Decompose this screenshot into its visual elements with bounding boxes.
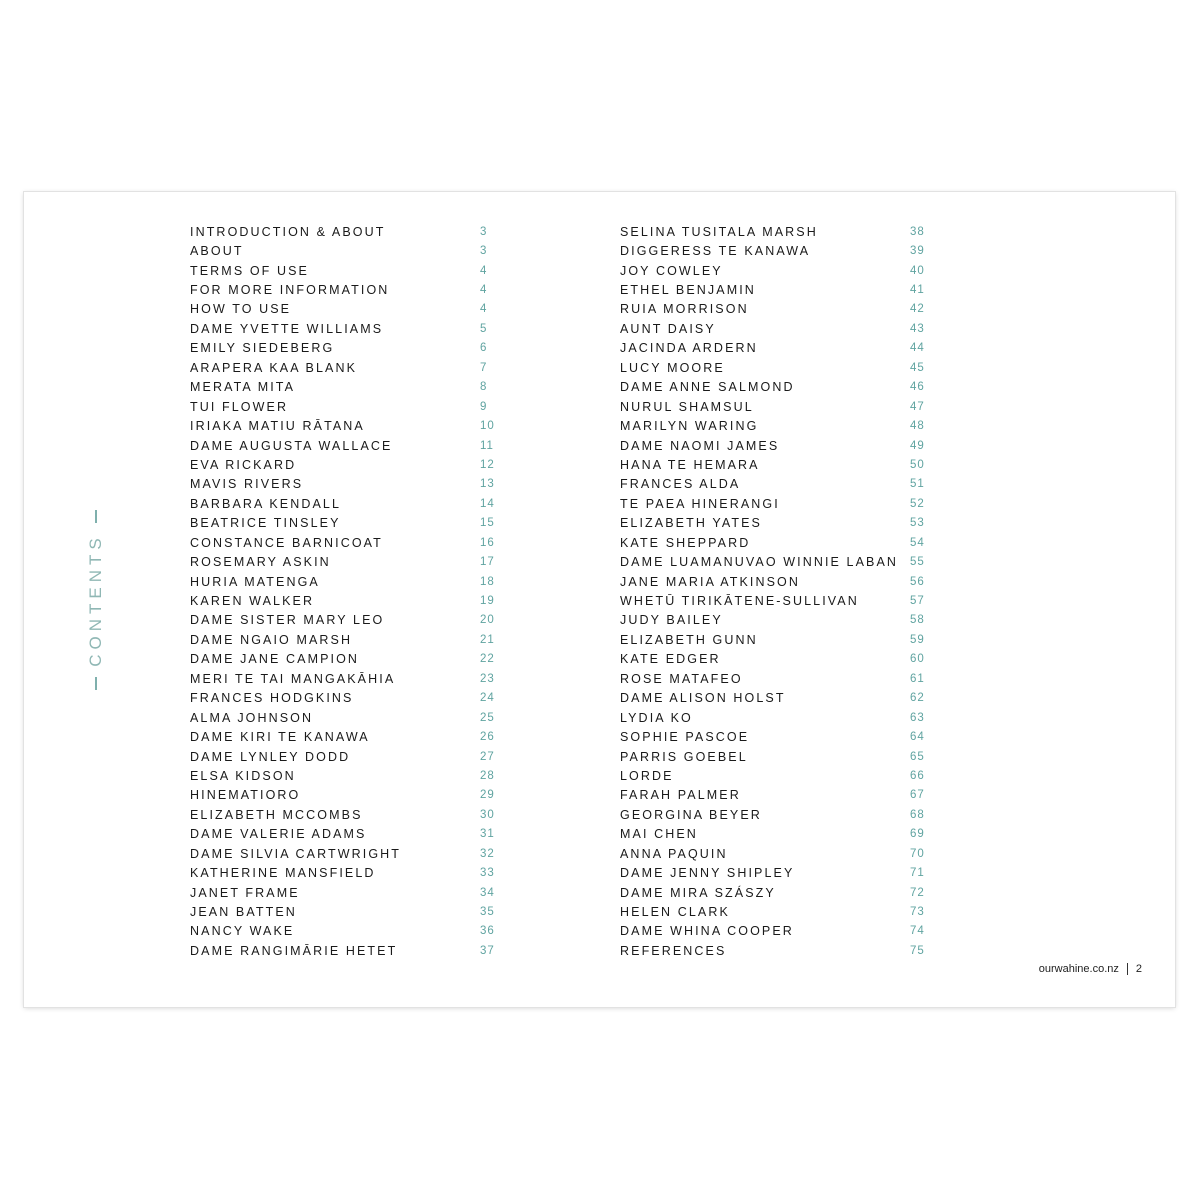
- toc-entry[interactable]: [190, 669, 502, 688]
- toc-entry-page: 42: [910, 303, 925, 316]
- label-dash-left: [95, 677, 97, 690]
- toc-entry[interactable]: [190, 261, 502, 280]
- toc-entry[interactable]: [190, 552, 502, 571]
- toc-entry-title: EVA RICKARD: [190, 457, 297, 472]
- toc-entry-title: DAME SILVIA CARTWRIGHT: [190, 846, 402, 861]
- toc-entry-title: EMILY SIEDEBERG: [190, 341, 335, 356]
- toc-entry-page: 27: [480, 750, 495, 763]
- toc-entry-title: BARBARA KENDALL: [190, 496, 341, 511]
- toc-entry[interactable]: [190, 766, 502, 785]
- toc-entry[interactable]: [190, 902, 502, 921]
- toc-entry-title: MAI CHEN: [620, 827, 698, 842]
- toc-entry-title: JOY COWLEY: [620, 263, 723, 278]
- toc-entry-title: TERMS OF USE: [190, 263, 309, 278]
- toc-entry-title: LUCY MOORE: [620, 360, 725, 375]
- toc-entry-page: 67: [910, 789, 925, 802]
- toc-entry[interactable]: [620, 747, 932, 766]
- toc-entry-title: DAME YVETTE WILLIAMS: [190, 321, 384, 336]
- toc-entry-page: 36: [480, 925, 495, 938]
- toc-entry[interactable]: [620, 300, 932, 319]
- toc-entry-title: DAME ALISON HOLST: [620, 691, 786, 706]
- toc-entry-title: HURIA MATENGA: [190, 574, 320, 589]
- toc-entry-title: MERI TE TAI MANGAKĀHIA: [190, 671, 396, 686]
- toc-entry-title: HINEMATIORO: [190, 788, 301, 803]
- toc-entry-title: AUNT DAISY: [620, 321, 716, 336]
- toc-entry-title: SELINA TUSITALA MARSH: [620, 224, 818, 239]
- toc-entry[interactable]: [620, 494, 932, 513]
- toc-entry[interactable]: [620, 650, 932, 669]
- toc-entry-title: DAME JANE CAMPION: [190, 652, 360, 667]
- toc-entry-page: 40: [910, 264, 925, 277]
- toc-entry[interactable]: [190, 844, 502, 863]
- toc-entry-page: 44: [910, 342, 925, 355]
- contents-heading: CONTENTS: [86, 533, 105, 667]
- toc-entry-title: DAME VALERIE ADAMS: [190, 827, 367, 842]
- toc-entry-page: 28: [480, 769, 495, 782]
- toc-entry-page: 10: [480, 420, 495, 433]
- toc-entry[interactable]: [190, 863, 502, 882]
- toc-entry-title: ELSA KIDSON: [190, 768, 296, 783]
- toc-entry-title: KATE EDGER: [620, 652, 721, 667]
- toc-entry-title: DAME LYNLEY DODD: [190, 749, 351, 764]
- toc-entry[interactable]: [190, 455, 502, 474]
- toc-entry-page: 49: [910, 439, 925, 452]
- toc-entry-title: DAME WHINA COOPER: [620, 924, 794, 939]
- toc-entry[interactable]: [190, 650, 502, 669]
- toc-entry-page: 3: [480, 225, 488, 238]
- toc-entry[interactable]: [620, 902, 932, 921]
- toc-entry[interactable]: [190, 339, 502, 358]
- toc-entry[interactable]: [620, 863, 932, 882]
- toc-entry-title: ELIZABETH MCCOMBS: [190, 807, 363, 822]
- toc-entry[interactable]: [620, 825, 932, 844]
- toc-entry-page: 64: [910, 731, 925, 744]
- toc-entry-title: LORDE: [620, 768, 674, 783]
- toc-entry-page: 51: [910, 478, 925, 491]
- toc-entry-page: 9: [480, 400, 488, 413]
- toc-entry-page: 47: [910, 400, 925, 413]
- toc-entry-title: CONSTANCE BARNICOAT: [190, 535, 383, 550]
- toc-entry-title: ABOUT: [190, 244, 244, 259]
- toc-entry-title: DAME ANNE SALMOND: [620, 380, 795, 395]
- toc-entry-page: 74: [910, 925, 925, 938]
- toc-entry-title: LYDIA KO: [620, 710, 693, 725]
- toc-entry[interactable]: [620, 533, 932, 552]
- toc-entry-page: 70: [910, 847, 925, 860]
- toc-entry-page: 73: [910, 906, 925, 919]
- toc-column-left: [190, 222, 502, 961]
- toc-entry-page: 11: [480, 439, 494, 452]
- toc-entry-page: 43: [910, 322, 925, 335]
- toc-entry-page: 4: [480, 303, 488, 316]
- toc-entry-title: FRANCES ALDA: [620, 477, 741, 492]
- toc-entry-page: 17: [480, 556, 495, 569]
- toc-entry-title: HANA TE HEMARA: [620, 457, 760, 472]
- footer-divider: [1127, 963, 1128, 975]
- toc-entry[interactable]: [620, 552, 932, 571]
- toc-entry-page: 39: [910, 245, 925, 258]
- toc-entry[interactable]: [620, 844, 932, 863]
- toc-entry-title: RUIA MORRISON: [620, 302, 749, 317]
- toc-entry-title: FRANCES HODGKINS: [190, 691, 354, 706]
- toc-entry[interactable]: [190, 630, 502, 649]
- toc-entry-page: 55: [910, 556, 925, 569]
- toc-entry[interactable]: [620, 416, 932, 435]
- toc-entry-title: DAME NAOMI JAMES: [620, 438, 780, 453]
- toc-entry-page: 16: [480, 536, 495, 549]
- toc-entry[interactable]: [190, 416, 502, 435]
- toc-entry-page: 75: [910, 944, 925, 957]
- toc-entry[interactable]: [620, 475, 932, 494]
- toc-entry-page: 7: [480, 361, 488, 374]
- toc-entry-page: 26: [480, 731, 495, 744]
- toc-entry-title: IRIAKA MATIU RĀTANA: [190, 419, 365, 434]
- toc-entry[interactable]: [620, 436, 932, 455]
- toc-entry[interactable]: [190, 494, 502, 513]
- toc-entry[interactable]: [620, 805, 932, 824]
- toc-entry[interactable]: [620, 669, 932, 688]
- toc-entry[interactable]: [620, 261, 932, 280]
- toc-entry-title: JANET FRAME: [190, 885, 300, 900]
- toc-entry-title: JUDY BAILEY: [620, 613, 723, 628]
- toc-entry-page: 35: [480, 906, 495, 919]
- toc-entry[interactable]: [620, 766, 932, 785]
- toc-entry[interactable]: [190, 689, 502, 708]
- toc-entry-page: 45: [910, 361, 925, 374]
- toc-entry[interactable]: [190, 280, 502, 299]
- toc-entry-page: 52: [910, 497, 925, 510]
- toc-entry[interactable]: [190, 922, 502, 941]
- toc-entry-page: 34: [480, 886, 495, 899]
- toc-entry-page: 25: [480, 711, 495, 724]
- toc-entry-title: ARAPERA KAA BLANK: [190, 360, 358, 375]
- toc-entry-title: DAME MIRA SZÁSZY: [620, 885, 776, 900]
- toc-entry-page: 57: [910, 595, 925, 608]
- toc-entry-title: JEAN BATTEN: [190, 905, 297, 920]
- toc-entry[interactable]: [620, 358, 932, 377]
- toc-entry-title: KATHERINE MANSFIELD: [190, 866, 376, 881]
- toc-entry-title: ELIZABETH GUNN: [620, 632, 758, 647]
- toc-entry-title: MAVIS RIVERS: [190, 477, 304, 492]
- toc-entry[interactable]: [190, 727, 502, 746]
- toc-entry-title: MERATA MITA: [190, 380, 296, 395]
- toc-entry-title: ANNA PAQUIN: [620, 846, 728, 861]
- toc-entry[interactable]: [620, 319, 932, 338]
- toc-entry[interactable]: [190, 378, 502, 397]
- toc-entry-page: 58: [910, 614, 925, 627]
- toc-entry-page: 46: [910, 381, 925, 394]
- toc-entry[interactable]: [620, 727, 932, 746]
- toc-entry-title: DAME LUAMANUVAO WINNIE LABAN: [620, 555, 899, 570]
- page-footer: [1039, 963, 1142, 975]
- contents-side-label: [81, 500, 111, 700]
- toc-entry[interactable]: [190, 825, 502, 844]
- toc-entry[interactable]: [190, 533, 502, 552]
- toc-entry-title: BEATRICE TINSLEY: [190, 516, 341, 531]
- toc-entry-title: PARRIS GOEBEL: [620, 749, 748, 764]
- toc-entry-page: 41: [910, 284, 925, 297]
- toc-entry-title: KATE SHEPPARD: [620, 535, 751, 550]
- toc-entry-page: 24: [480, 692, 495, 705]
- toc-entry-page: 56: [910, 575, 925, 588]
- toc-entry[interactable]: [620, 397, 932, 416]
- toc-entry[interactable]: [190, 591, 502, 610]
- toc-entry[interactable]: [190, 786, 502, 805]
- toc-entry-page: 23: [480, 672, 495, 685]
- toc-entry-page: 32: [480, 847, 495, 860]
- toc-entry-page: 6: [480, 342, 488, 355]
- toc-entry-title: REFERENCES: [620, 943, 727, 958]
- toc-entry[interactable]: [190, 222, 502, 241]
- toc-entry-page: 30: [480, 808, 495, 821]
- toc-entry-title: DAME RANGIMĀRIE HETET: [190, 943, 398, 958]
- toc-entry-title: ETHEL BENJAMIN: [620, 283, 756, 298]
- toc-entry-page: 62: [910, 692, 925, 705]
- toc-entry-page: 63: [910, 711, 925, 724]
- toc-entry[interactable]: [190, 611, 502, 630]
- toc-entry-page: 22: [480, 653, 495, 666]
- toc-entry[interactable]: [620, 241, 932, 260]
- toc-entry-title: FARAH PALMER: [620, 788, 741, 803]
- toc-entry-page: 72: [910, 886, 925, 899]
- toc-entry-page: 68: [910, 808, 925, 821]
- toc-entry-page: 33: [480, 867, 495, 880]
- toc-entry[interactable]: [190, 747, 502, 766]
- toc-entry-title: NANCY WAKE: [190, 924, 295, 939]
- toc-entry-page: 53: [910, 517, 925, 530]
- toc-entry-page: 60: [910, 653, 925, 666]
- toc-entry-page: 13: [480, 478, 495, 491]
- toc-entry-page: 3: [480, 245, 488, 258]
- toc-entry-page: 69: [910, 828, 925, 841]
- toc-entry-title: DAME KIRI TE KANAWA: [190, 730, 370, 745]
- toc-entry[interactable]: [620, 689, 932, 708]
- toc-entry[interactable]: [620, 455, 932, 474]
- toc-entry-title: ROSEMARY ASKIN: [190, 555, 331, 570]
- toc-entry-title: ELIZABETH YATES: [620, 516, 762, 531]
- toc-entry-page: 29: [480, 789, 495, 802]
- toc-entry[interactable]: [190, 319, 502, 338]
- toc-entry-page: 54: [910, 536, 925, 549]
- toc-entry-title: JANE MARIA ATKINSON: [620, 574, 800, 589]
- toc-entry-page: 66: [910, 769, 925, 782]
- toc-entry-page: 31: [480, 828, 495, 841]
- toc-entry-page: 21: [480, 633, 495, 646]
- toc-entry-page: 50: [910, 458, 925, 471]
- toc-entry-page: 4: [480, 284, 488, 297]
- toc-entry-page: 5: [480, 322, 488, 335]
- toc-entry-page: 20: [480, 614, 495, 627]
- toc-entry-title: FOR MORE INFORMATION: [190, 283, 390, 298]
- toc-entry-title: KAREN WALKER: [190, 594, 315, 609]
- toc-entry[interactable]: [190, 883, 502, 902]
- toc-entry-title: TUI FLOWER: [190, 399, 289, 414]
- toc-entry[interactable]: [190, 805, 502, 824]
- toc-entry-page: 61: [910, 672, 925, 685]
- toc-entry-page: 18: [480, 575, 495, 588]
- toc-entry[interactable]: [620, 708, 932, 727]
- toc-entry-title: INTRODUCTION & ABOUT: [190, 224, 386, 239]
- toc-entry[interactable]: [620, 222, 932, 241]
- footer-site: ourwahine.co.nz: [1038, 963, 1119, 975]
- toc-entry-title: TE PAEA HINERANGI: [620, 496, 780, 511]
- toc-entry[interactable]: [190, 708, 502, 727]
- toc-entry[interactable]: [620, 922, 932, 941]
- toc-entry[interactable]: [190, 514, 502, 533]
- toc-entry[interactable]: [190, 358, 502, 377]
- toc-entry-title: DAME SISTER MARY LEO: [190, 613, 385, 628]
- toc-entry-title: HOW TO USE: [190, 302, 292, 317]
- toc-entry-page: 15: [480, 517, 495, 530]
- toc-entry[interactable]: [620, 591, 932, 610]
- toc-entry[interactable]: [620, 883, 932, 902]
- toc-entry[interactable]: [620, 339, 932, 358]
- toc-entry-title: DAME NGAIO MARSH: [190, 632, 353, 647]
- toc-entry-page: 19: [480, 595, 495, 608]
- toc-entry[interactable]: [620, 280, 932, 299]
- toc-entry[interactable]: [620, 941, 932, 960]
- toc-entry-page: 14: [480, 497, 495, 510]
- label-dash-right: [95, 510, 97, 523]
- toc-entry[interactable]: [190, 572, 502, 591]
- toc-entry-title: GEORGINA BEYER: [620, 807, 762, 822]
- toc-entry-page: 38: [910, 225, 925, 238]
- toc-entry-page: 59: [910, 633, 925, 646]
- footer-page-number: 2: [1135, 963, 1142, 975]
- toc-entry[interactable]: [620, 630, 932, 649]
- toc-entry-title: NURUL SHAMSUL: [620, 399, 754, 414]
- toc-entry-page: 4: [480, 264, 488, 277]
- toc-entry-page: 37: [480, 944, 495, 957]
- toc-entry-title: WHETŪ TIRIKĀTENE-SULLIVAN: [620, 594, 859, 609]
- toc-entry-title: DAME JENNY SHIPLEY: [620, 866, 795, 881]
- toc-entry[interactable]: [190, 241, 502, 260]
- toc-entry-title: DAME AUGUSTA WALLACE: [190, 438, 393, 453]
- toc-entry-title: MARILYN WARING: [620, 419, 759, 434]
- toc-entry-title: JACINDA ARDERN: [620, 341, 758, 356]
- toc-entry[interactable]: [190, 436, 502, 455]
- toc-entry-title: HELEN CLARK: [620, 905, 730, 920]
- toc-entry-page: 8: [480, 381, 488, 394]
- toc-entry-page: 71: [910, 867, 925, 880]
- toc-entry[interactable]: [620, 514, 932, 533]
- toc-entry[interactable]: [620, 611, 932, 630]
- toc-entry-page: 48: [910, 420, 925, 433]
- toc-entry[interactable]: [620, 786, 932, 805]
- toc-entry[interactable]: [190, 300, 502, 319]
- toc-entry-title: ALMA JOHNSON: [190, 710, 314, 725]
- toc-entry[interactable]: [190, 475, 502, 494]
- toc-entry[interactable]: [190, 941, 502, 960]
- toc-column-right: [620, 222, 932, 961]
- toc-entry-page: 12: [480, 458, 495, 471]
- toc-entry-title: DIGGERESS TE KANAWA: [620, 244, 811, 259]
- toc-entry-title: SOPHIE PASCOE: [620, 730, 750, 745]
- toc-entry[interactable]: [190, 397, 502, 416]
- toc-entry-page: 65: [910, 750, 925, 763]
- toc-entry[interactable]: [620, 572, 932, 591]
- toc-entry-title: ROSE MATAFEO: [620, 671, 743, 686]
- toc-entry[interactable]: [620, 378, 932, 397]
